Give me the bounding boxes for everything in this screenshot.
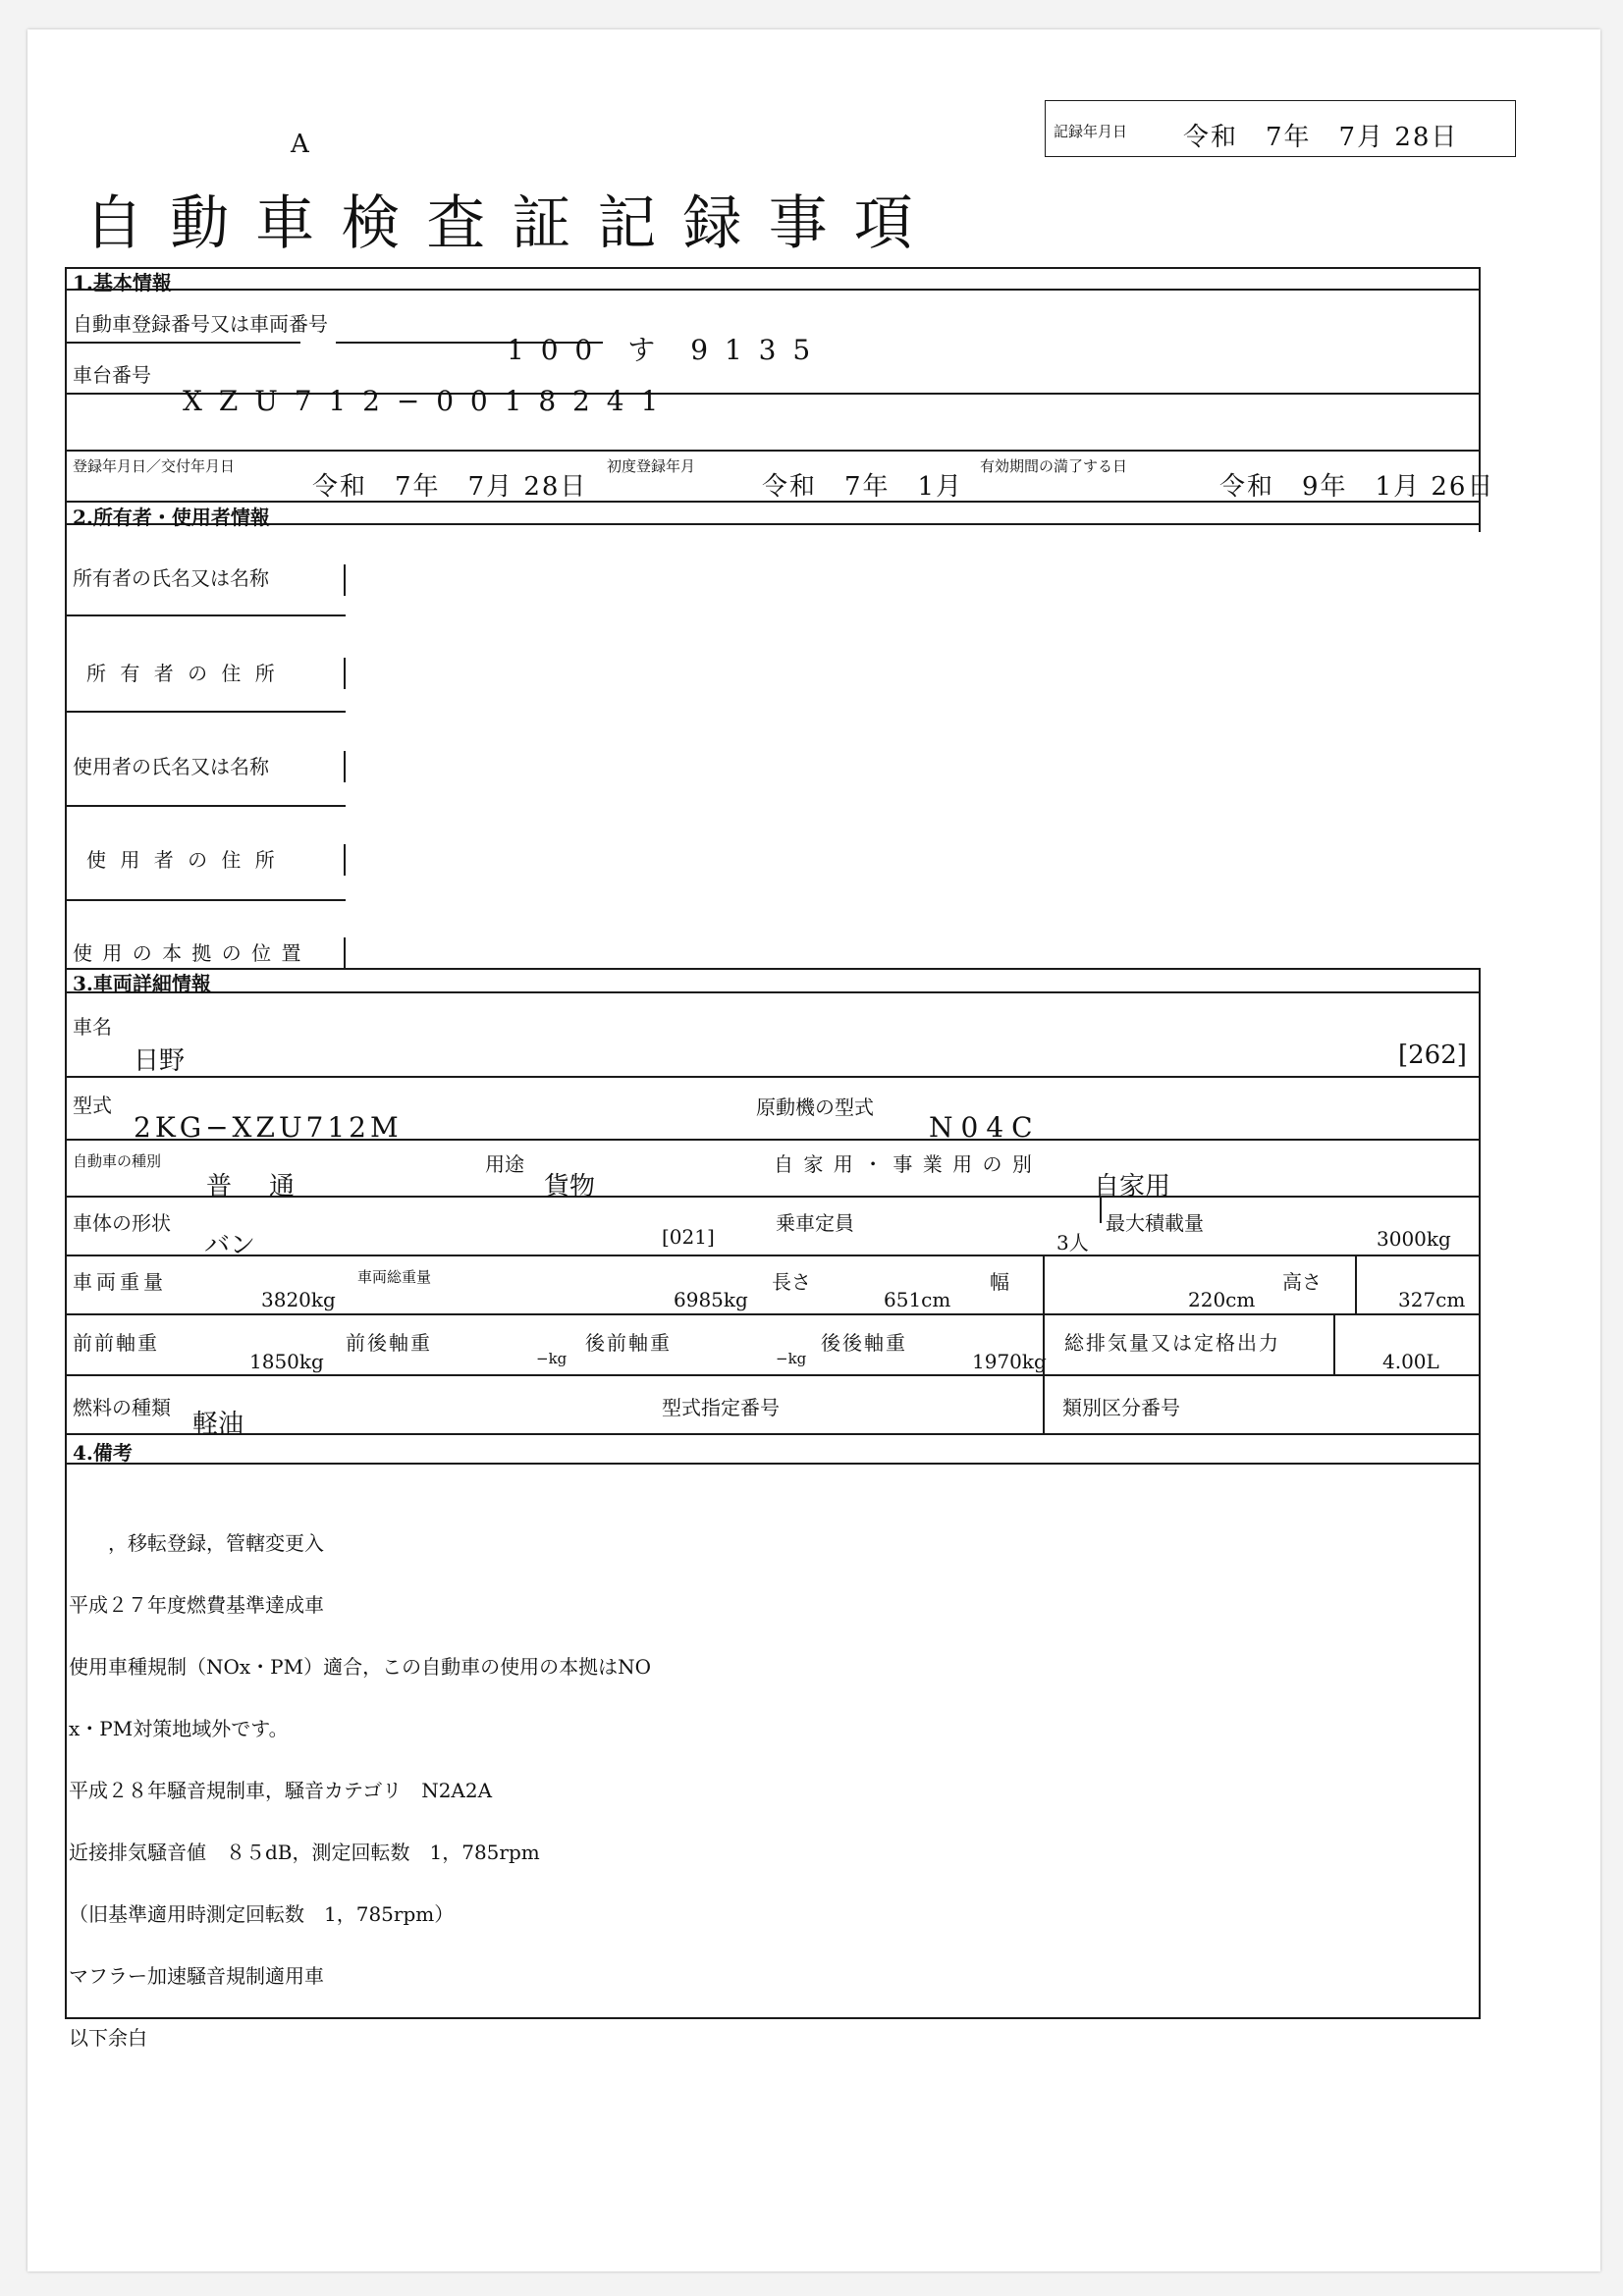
- rear-rear-axle-label: 後後軸重: [821, 1331, 907, 1355]
- registration-number-value: 1 0 0 す 9 1 3 5: [507, 334, 815, 366]
- front-front-axle-value: 1850kg: [249, 1350, 324, 1373]
- section-basic-heading: 1.基本情報: [73, 271, 172, 294]
- model-value: 2KG−XZU712M: [134, 1111, 403, 1144]
- body-shape-code: [021]: [662, 1225, 715, 1249]
- first-registration-value: 令和 7年 1月: [762, 472, 964, 502]
- displacement-value: 4.00L: [1382, 1350, 1439, 1373]
- vehicle-weight-label: 車両重量: [73, 1270, 167, 1294]
- section-remarks-heading: 4.備考: [73, 1441, 133, 1465]
- rear-front-axle-value: −kg: [776, 1350, 807, 1367]
- remark-line: x・PM対策地域外です。: [69, 1717, 289, 1740]
- record-date-value: 令和 7年 7月 28日: [1183, 123, 1459, 152]
- max-load-label: 最大積載量: [1106, 1211, 1204, 1235]
- remark-line: 平成２８年騒音規制車，騒音カテゴリ N2A2A: [69, 1779, 493, 1802]
- remark-line: 近接排気騒音値 ８５dB，測定回転数 1，785rpm: [69, 1841, 540, 1864]
- vehicle-name-value: 日野: [134, 1046, 186, 1076]
- remark-line: マフラー加速騒音規制適用車: [69, 1964, 324, 1988]
- capacity-value: 3人: [1056, 1231, 1089, 1255]
- category-number-label: 類別区分番号: [1062, 1396, 1180, 1419]
- type-designation-label: 型式指定番号: [662, 1396, 780, 1419]
- purpose-label: 用途: [485, 1152, 524, 1176]
- page-title: 自 動 車 検 査 証 記 録 事 項: [84, 189, 917, 258]
- displacement-label: 総排気量又は定格出力: [1064, 1331, 1280, 1355]
- expiry-date-value: 令和 9年 1月 26日: [1219, 472, 1495, 502]
- record-date-box: [1045, 100, 1516, 157]
- gross-weight-label: 車両総重量: [357, 1268, 432, 1286]
- front-rear-axle-value: −kg: [536, 1350, 568, 1367]
- issue-date-label: 登録年月日／交付年月日: [73, 457, 236, 475]
- front-rear-axle-label: 前後軸重: [346, 1331, 432, 1355]
- model-label: 型式: [73, 1094, 112, 1117]
- chassis-number-value: X Z U 7 1 2 − 0 0 1 8 2 4 1: [183, 385, 663, 417]
- registration-number-label: 自動車登録番号又は車両番号: [73, 312, 328, 336]
- first-registration-label: 初度登録年月: [607, 457, 696, 475]
- user-name-label: 使用者の氏名又は名称: [73, 755, 269, 778]
- fuel-type-label: 燃料の種類: [73, 1396, 171, 1419]
- rear-rear-axle-value: 1970kg: [972, 1350, 1047, 1373]
- owner-name-label: 所有者の氏名又は名称: [73, 566, 269, 590]
- height-label: 高さ: [1282, 1270, 1322, 1294]
- fuel-type-value: 軽油: [192, 1410, 244, 1439]
- chassis-number-label: 車台番号: [73, 363, 151, 387]
- expiry-date-label: 有効期間の満了する日: [980, 457, 1128, 475]
- issue-date-value: 令和 7年 7月 28日: [312, 472, 588, 502]
- length-label: 長さ: [772, 1270, 811, 1294]
- remark-line: ，移転登録，管轄変更入: [69, 1531, 324, 1555]
- remarks-block: [69, 1492, 651, 2090]
- remark-line: （旧基準適用時測定回転数 1，785rpm）: [69, 1902, 455, 1926]
- body-shape-value: バン: [204, 1231, 256, 1260]
- section-vehicle-heading: 3.車両詳細情報: [73, 972, 211, 995]
- vehicle-name-label: 車名: [73, 1015, 112, 1039]
- rear-front-axle-label: 後前軸重: [585, 1331, 672, 1355]
- vehicle-name-code: [262]: [1398, 1041, 1467, 1070]
- gross-weight-value: 6985kg: [674, 1288, 748, 1311]
- body-shape-label: 車体の形状: [73, 1211, 171, 1235]
- record-date-label: 記録年月日: [1054, 123, 1128, 140]
- owner-address-label: 所 有 者 の 住 所: [86, 662, 279, 685]
- user-address-label: 使 用 者 の 住 所: [86, 848, 279, 872]
- purpose-value: 貨物: [544, 1172, 596, 1201]
- length-value: 651cm: [884, 1288, 951, 1311]
- capacity-label: 乗車定員: [776, 1211, 854, 1235]
- width-value: 220cm: [1188, 1288, 1256, 1311]
- remark-line: 以下余白: [69, 2026, 147, 2050]
- form-mark: A: [291, 130, 309, 159]
- vehicle-weight-value: 3820kg: [261, 1288, 336, 1311]
- remark-line: 平成２７年度燃費基準達成車: [69, 1593, 324, 1617]
- base-location-label: 使 用 の 本 拠 の 位 置: [73, 941, 303, 965]
- front-front-axle-label: 前前軸重: [73, 1331, 159, 1355]
- width-label: 幅: [990, 1270, 1009, 1294]
- height-value: 327cm: [1398, 1288, 1466, 1311]
- document-page: [27, 29, 1600, 2271]
- private-business-label: 自 家 用 ・ 事 業 用 の 別: [774, 1152, 1034, 1176]
- vehicle-type-value: 普 通: [206, 1172, 301, 1201]
- section-owner-heading: 2.所有者・使用者情報: [73, 506, 270, 529]
- vehicle-type-label: 自動車の種別: [73, 1152, 162, 1170]
- engine-model-label: 原動機の型式: [756, 1095, 874, 1119]
- private-business-value: 自家用: [1094, 1172, 1171, 1201]
- engine-model-value: N04C: [929, 1111, 1041, 1144]
- remark-line: 使用車種規制（NOx・PM）適合，この自動車の使用の本拠はNO: [69, 1655, 652, 1679]
- max-load-value: 3000kg: [1377, 1227, 1451, 1251]
